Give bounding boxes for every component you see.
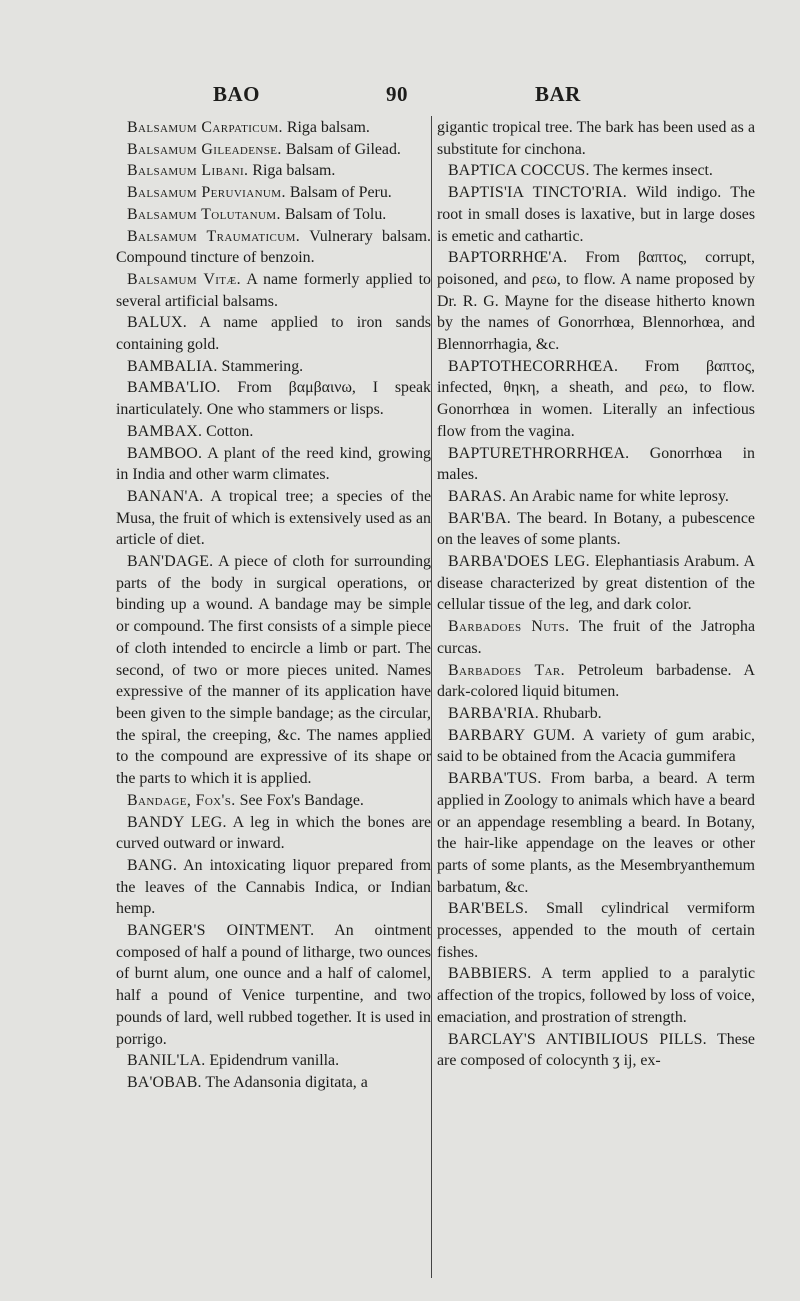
dictionary-entry bbox=[116, 855, 431, 920]
dictionary-entry bbox=[116, 443, 431, 486]
guide-word-left: BAO bbox=[213, 82, 261, 106]
entry-definition: Vulnerary balsam. Compound tincture of benzoin. bbox=[116, 227, 431, 267]
dictionary-entry bbox=[116, 551, 431, 790]
entry-definition: A variety of gum arabic, said to be obtained from the Acacia gummifera bbox=[437, 726, 755, 766]
entry-definition: Petroleum barbadense. A dark-colored liquid bitumen. bbox=[437, 661, 755, 701]
entry-headword: BAMBALIA. bbox=[127, 357, 218, 375]
dictionary-entry bbox=[116, 160, 431, 182]
entry-headword: BAPTURETHRORRHŒA. bbox=[448, 444, 630, 462]
entry-definition: Small cylindrical vermiform processes, appended to the mouth of certain fishes. bbox=[437, 900, 755, 961]
entry-headword: Balsamum Tolutanum. bbox=[127, 205, 281, 223]
entry-headword: BAPTICA COCCUS. bbox=[448, 162, 590, 180]
entry-headword: BAPTORRHŒ'A. bbox=[448, 249, 568, 267]
dictionary-entry bbox=[437, 117, 755, 160]
entry-definition: From βαπτος, infected, θηκη, a sheath, and ρεω, to flow. Gonorrhœa in women. Literally an infectious flow from the vagina. bbox=[437, 357, 755, 440]
entry-headword: BAPTOTHECORRHŒA. bbox=[448, 357, 619, 375]
entry-headword: BALUX. bbox=[127, 314, 187, 332]
entry-headword: Balsamum Traumaticum. bbox=[127, 227, 301, 245]
dictionary-entry bbox=[116, 269, 431, 312]
dictionary-entry bbox=[116, 182, 431, 204]
entry-headword: BAMBA'LIO. bbox=[127, 379, 221, 397]
entry-definition: The fruit of the Jatropha curcas. bbox=[437, 618, 756, 657]
entry-definition: See Fox's Bandage. bbox=[235, 791, 364, 809]
entry-headword: Balsamum Carpaticum. bbox=[127, 119, 283, 136]
entry-definition: The beard. In Botany, a pubescence on the leaves of some plants. bbox=[437, 509, 755, 549]
left-column bbox=[116, 117, 431, 1094]
entry-headword: BA'OBAB. bbox=[127, 1073, 202, 1091]
entry-headword: BARBARY GUM. bbox=[448, 726, 576, 744]
entry-headword: BANGER'S OINTMENT. bbox=[127, 922, 315, 940]
entry-headword: BAN'DAGE. bbox=[127, 553, 214, 571]
entry-headword: BARBA'TUS. bbox=[448, 770, 542, 788]
entry-definition: A piece of cloth for surrounding parts of the body in surgical operations, or binding up a wound. A bandage may be simple or compound. The first consists of a simple piece of cloth intended to encircle a limb or part. The second, of two or more pieces united. Names expressive of the manner of its application have been given to the simple bandage; as the circular, the spiral, the creeping, &c. The names applied to the compound are expressive of its shape or the parts to which it is applied. bbox=[116, 553, 431, 788]
entry-definition: The Adansonia digitata, a bbox=[201, 1073, 368, 1091]
entry-headword: Balsamum Peruvianum. bbox=[127, 184, 286, 202]
guide-word-right: BAR bbox=[535, 82, 581, 106]
entry-headword: BARBA'DOES LEG. bbox=[448, 553, 590, 571]
dictionary-entry bbox=[437, 768, 755, 898]
dictionary-entry bbox=[116, 226, 431, 269]
dictionary-entry bbox=[437, 616, 755, 659]
dictionary-entry bbox=[116, 204, 431, 226]
dictionary-entry bbox=[437, 1029, 755, 1072]
dictionary-entry bbox=[437, 443, 755, 486]
entry-definition: A plant of the reed kind, growing in India and other warm climates. bbox=[116, 444, 431, 484]
dictionary-entry bbox=[116, 356, 431, 378]
entry-headword: Bandage, Fox's. bbox=[127, 791, 236, 809]
dictionary-entry bbox=[437, 703, 755, 725]
entry-definition: A leg in which the bones are curved outward or inward. bbox=[116, 813, 431, 853]
entry-definition: Elephantiasis Arabum. A disease characterized by great distention of the cellular tissue of the leg, and dark color. bbox=[437, 553, 755, 614]
entry-headword: BARAS. bbox=[448, 487, 507, 505]
right-column bbox=[437, 117, 755, 1072]
entry-headword: Barbadoes Tar. bbox=[448, 661, 566, 679]
entry-definition: Gonorrhœa in males. bbox=[437, 444, 755, 484]
dictionary-entry bbox=[437, 486, 755, 508]
entry-definition: From βαμβαινω, I speak inarticulately. One who stammers or lisps. bbox=[116, 379, 431, 419]
entry-headword: BAR'BELS. bbox=[448, 900, 529, 918]
dictionary-entry bbox=[437, 160, 755, 182]
entry-definition: The kermes insect. bbox=[589, 162, 713, 180]
entry-definition: Epidendrum vanilla. bbox=[205, 1052, 340, 1070]
dictionary-entry bbox=[437, 898, 755, 963]
column-divider bbox=[431, 116, 432, 1278]
entry-headword: BARCLAY'S ANTIBILIOUS PILLS. bbox=[448, 1030, 707, 1048]
entry-definition: From barba, a beard. A term applied in Zoology to animals which have a beard or an appendage resembling a beard. In Botany, the hair-like appendage on the leaves or other parts of some plants, as the Mesembryanthemum barbatum, &c. bbox=[437, 770, 755, 896]
entry-definition: Stammering. bbox=[217, 357, 304, 375]
page-number: 90 bbox=[386, 82, 408, 106]
entry-definition: Cotton. bbox=[202, 422, 254, 440]
entry-definition: These are composed of colocynth ʒ ij, ex- bbox=[437, 1030, 755, 1070]
dictionary-entry bbox=[437, 660, 755, 703]
entry-definition: An ointment composed of half a pound of litharge, two ounces of burnt alum, one ounce and a half of calomel, half a pound of Venice turpentine, and two pounds of lard, well rubbed together. It is used in porrigo. bbox=[116, 922, 431, 1048]
dictionary-entry bbox=[116, 920, 431, 1050]
entry-headword: BANDY LEG. bbox=[127, 813, 227, 831]
entry-headword: Balsamum Vitæ. bbox=[127, 270, 241, 288]
entry-definition: Riga balsam. bbox=[282, 119, 370, 136]
entry-definition: Riga balsam. bbox=[248, 162, 336, 180]
dictionary-entry bbox=[437, 551, 755, 616]
entry-headword: BAPTIS'IA TINCTO'RIA. bbox=[448, 184, 627, 202]
entry-definition: Balsam of Tolu. bbox=[280, 205, 387, 223]
entry-definition: Rhubarb. bbox=[538, 704, 602, 722]
entry-definition: A name applied to iron sands containing gold. bbox=[116, 314, 431, 354]
dictionary-entry bbox=[116, 139, 431, 161]
dictionary-entry bbox=[116, 421, 431, 443]
dictionary-entry bbox=[437, 356, 755, 443]
dictionary-entry bbox=[437, 963, 755, 1028]
dictionary-entry bbox=[437, 725, 755, 768]
entry-headword: BANG. bbox=[127, 856, 177, 874]
entry-headword: BAR'BA. bbox=[448, 509, 511, 527]
entry-headword: Barbadoes Nuts. bbox=[448, 618, 570, 636]
dictionary-entry bbox=[116, 1072, 431, 1094]
page-header bbox=[0, 82, 800, 112]
dictionary-entry bbox=[116, 117, 431, 139]
entry-headword: Balsamum Libani. bbox=[127, 162, 249, 180]
entry-definition: Wild indigo. The root in small doses is laxative, but in large doses is emetic and cathartic. bbox=[437, 184, 755, 245]
entry-headword: Balsamum Gileadense. bbox=[127, 140, 282, 158]
dictionary-entry bbox=[116, 312, 431, 355]
entry-definition: From βαπτος, corrupt, poisoned, and ρεω, to flow. A name proposed by Dr. R. G. Mayne for the disease hitherto known by the names of Gonorrhœa, Blennorhœa, and Blennorrhagia, &c. bbox=[437, 249, 755, 354]
entry-headword: BABBIERS. bbox=[448, 965, 532, 983]
dictionary-entry bbox=[116, 1050, 431, 1072]
entry-headword: BANIL'LA. bbox=[127, 1052, 206, 1070]
dictionary-entry bbox=[116, 377, 431, 420]
dictionary-entry bbox=[116, 812, 431, 855]
entry-headword: BAMBAX. bbox=[127, 422, 203, 440]
dictionary-entry bbox=[116, 486, 431, 551]
entry-definition: An intoxicating liquor prepared from the leaves of the Cannabis Indica, or Indian hemp. bbox=[116, 856, 431, 918]
entry-headword: BANAN'A. bbox=[127, 487, 204, 505]
entry-definition: A name formerly applied to several artificial balsams. bbox=[116, 270, 431, 310]
dictionary-entry bbox=[116, 790, 431, 812]
entry-definition: Balsam of Peru. bbox=[285, 184, 392, 202]
entry-definition: gigantic tropical tree. The bark has been used as a substitute for cinchona. bbox=[437, 119, 755, 158]
dictionary-entry bbox=[437, 247, 755, 356]
entry-definition: A term applied to a paralytic affection of the tropics, followed by loss of voice, emaciation, and prostration of strength. bbox=[437, 965, 755, 1026]
dictionary-entry bbox=[437, 182, 755, 247]
dictionary-entry bbox=[437, 508, 755, 551]
entry-definition: An Arabic name for white leprosy. bbox=[506, 487, 729, 505]
entry-headword: BAMBOO. bbox=[127, 444, 203, 462]
entry-definition: Balsam of Gilead. bbox=[281, 140, 401, 158]
entry-headword: BARBA'RIA. bbox=[448, 704, 539, 722]
entry-definition: A tropical tree; a species of the Musa, the fruit of which is extensively used as an article of diet. bbox=[116, 487, 431, 549]
